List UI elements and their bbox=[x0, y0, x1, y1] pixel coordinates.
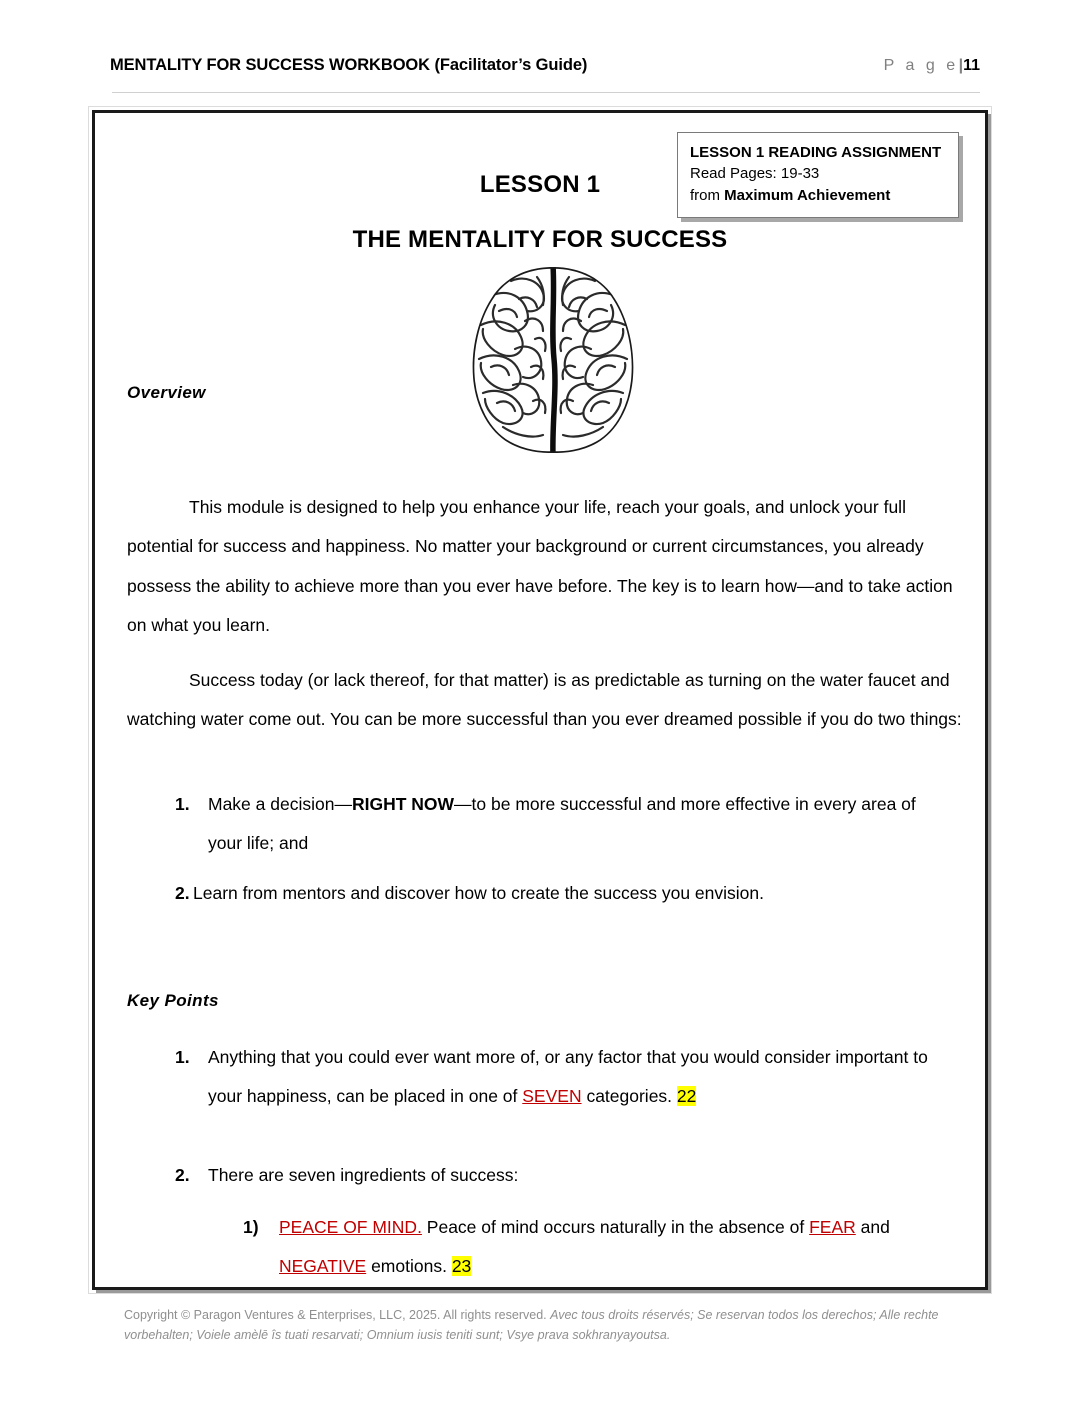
list-item-number: 1. bbox=[175, 1047, 190, 1067]
sub-item-text-2: and bbox=[855, 1217, 890, 1237]
sub-list-item-number: 1) bbox=[243, 1217, 259, 1237]
brain-icon bbox=[453, 259, 653, 459]
list-item-number: 1. bbox=[175, 794, 190, 814]
list-item-text bbox=[208, 785, 943, 864]
lesson-subject-title: THE MENTALITY FOR SUCCESS bbox=[352, 226, 728, 253]
sub-item-emphasis-negative: NEGATIVE bbox=[279, 1256, 367, 1277]
key-point-text-before: Anything that you could ever want more of, or any factor that you would consider important to your happiness, can be placed in one of bbox=[208, 1047, 928, 1107]
page-separator-bar: | bbox=[958, 57, 964, 74]
key-points-heading: Key Points bbox=[127, 991, 219, 1010]
copyright-text: Copyright © Paragon Ventures & Enterprises, LLC, 2025. All rights reserved. bbox=[124, 1308, 551, 1322]
page-number-indicator bbox=[884, 57, 980, 75]
list-item-bold-emphasis: RIGHT NOW bbox=[351, 794, 455, 814]
overview-paragraph-1: This module is designed to help you enhance your life, reach your goals, and unlock your full potential for success and happiness. No matter your background or current circumstances, you already possess the ability to achieve more than you ever have before. The key is to learn how—and to take action on what you learn. bbox=[127, 497, 953, 636]
list-item-text bbox=[208, 1038, 943, 1117]
sub-item-text-3: emotions. bbox=[366, 1256, 452, 1277]
sub-list-item-text bbox=[279, 1208, 943, 1287]
overview-paragraph-2: Success today (or lack thereof, for that matter) is as predictable as turning on the water faucet and watching water come out. You can be more successful than you ever dreamed possible if you do two things: bbox=[127, 670, 962, 730]
header-title: MENTALITY FOR SUCCESS WORKBOOK (Facilitator’s Guide) bbox=[110, 56, 588, 74]
sub-item-emphasis-peace-of-mind: PEACE OF MIND. bbox=[279, 1217, 422, 1237]
page-reference-highlight: 22 bbox=[676, 1086, 697, 1107]
list-item bbox=[175, 785, 943, 864]
key-point-text-after: categories. bbox=[581, 1086, 677, 1107]
list-item-text: There are seven ingredients of success: bbox=[208, 1165, 519, 1185]
overview-heading: Overview bbox=[127, 383, 206, 402]
list-item-text-before: Make a decision— bbox=[208, 794, 352, 814]
reading-assignment-title: LESSON 1 READING ASSIGNMENT bbox=[690, 144, 942, 161]
page-number-value: 11 bbox=[963, 57, 980, 74]
list-item bbox=[175, 1038, 943, 1117]
list-item-text: Learn from mentors and discover how to create the success you envision. bbox=[193, 883, 764, 903]
key-point-emphasis: SEVEN bbox=[522, 1086, 582, 1107]
lesson-title: LESSON 1 bbox=[479, 171, 601, 198]
page-word-label: P a g e bbox=[883, 57, 959, 74]
list-item-number: 2. bbox=[175, 883, 190, 903]
reading-from-label: from bbox=[690, 186, 725, 204]
sub-item-text-1: Peace of mind occurs naturally in the absence of bbox=[421, 1217, 810, 1237]
sub-list-item bbox=[243, 1208, 943, 1287]
reading-assignment-pages: Read Pages: 19-33 bbox=[690, 165, 820, 183]
reading-book-title: Maximum Achievement bbox=[724, 186, 891, 204]
copyright-translations: Avec tous droits réservés; Se reservan todos los derechos; Alle rechte vorbehalten; Voiele amèlē îs tuati resarvati; Omnium iusis teniti sunt; Vsye prava sokhranyayoutsa. bbox=[124, 1308, 939, 1343]
page-reference-highlight: 23 bbox=[451, 1256, 472, 1277]
page-border-frame bbox=[92, 110, 988, 1290]
header-divider bbox=[112, 92, 980, 93]
list-item-number: 2. bbox=[175, 1165, 190, 1185]
list-item bbox=[175, 1156, 943, 1195]
list-item bbox=[175, 874, 943, 913]
sub-item-emphasis-fear: FEAR bbox=[809, 1217, 856, 1237]
page-header bbox=[110, 56, 980, 75]
page-footer bbox=[124, 1305, 984, 1346]
list-item-text-after: —to be more successful and more effective in every area of your life; and bbox=[208, 794, 916, 854]
